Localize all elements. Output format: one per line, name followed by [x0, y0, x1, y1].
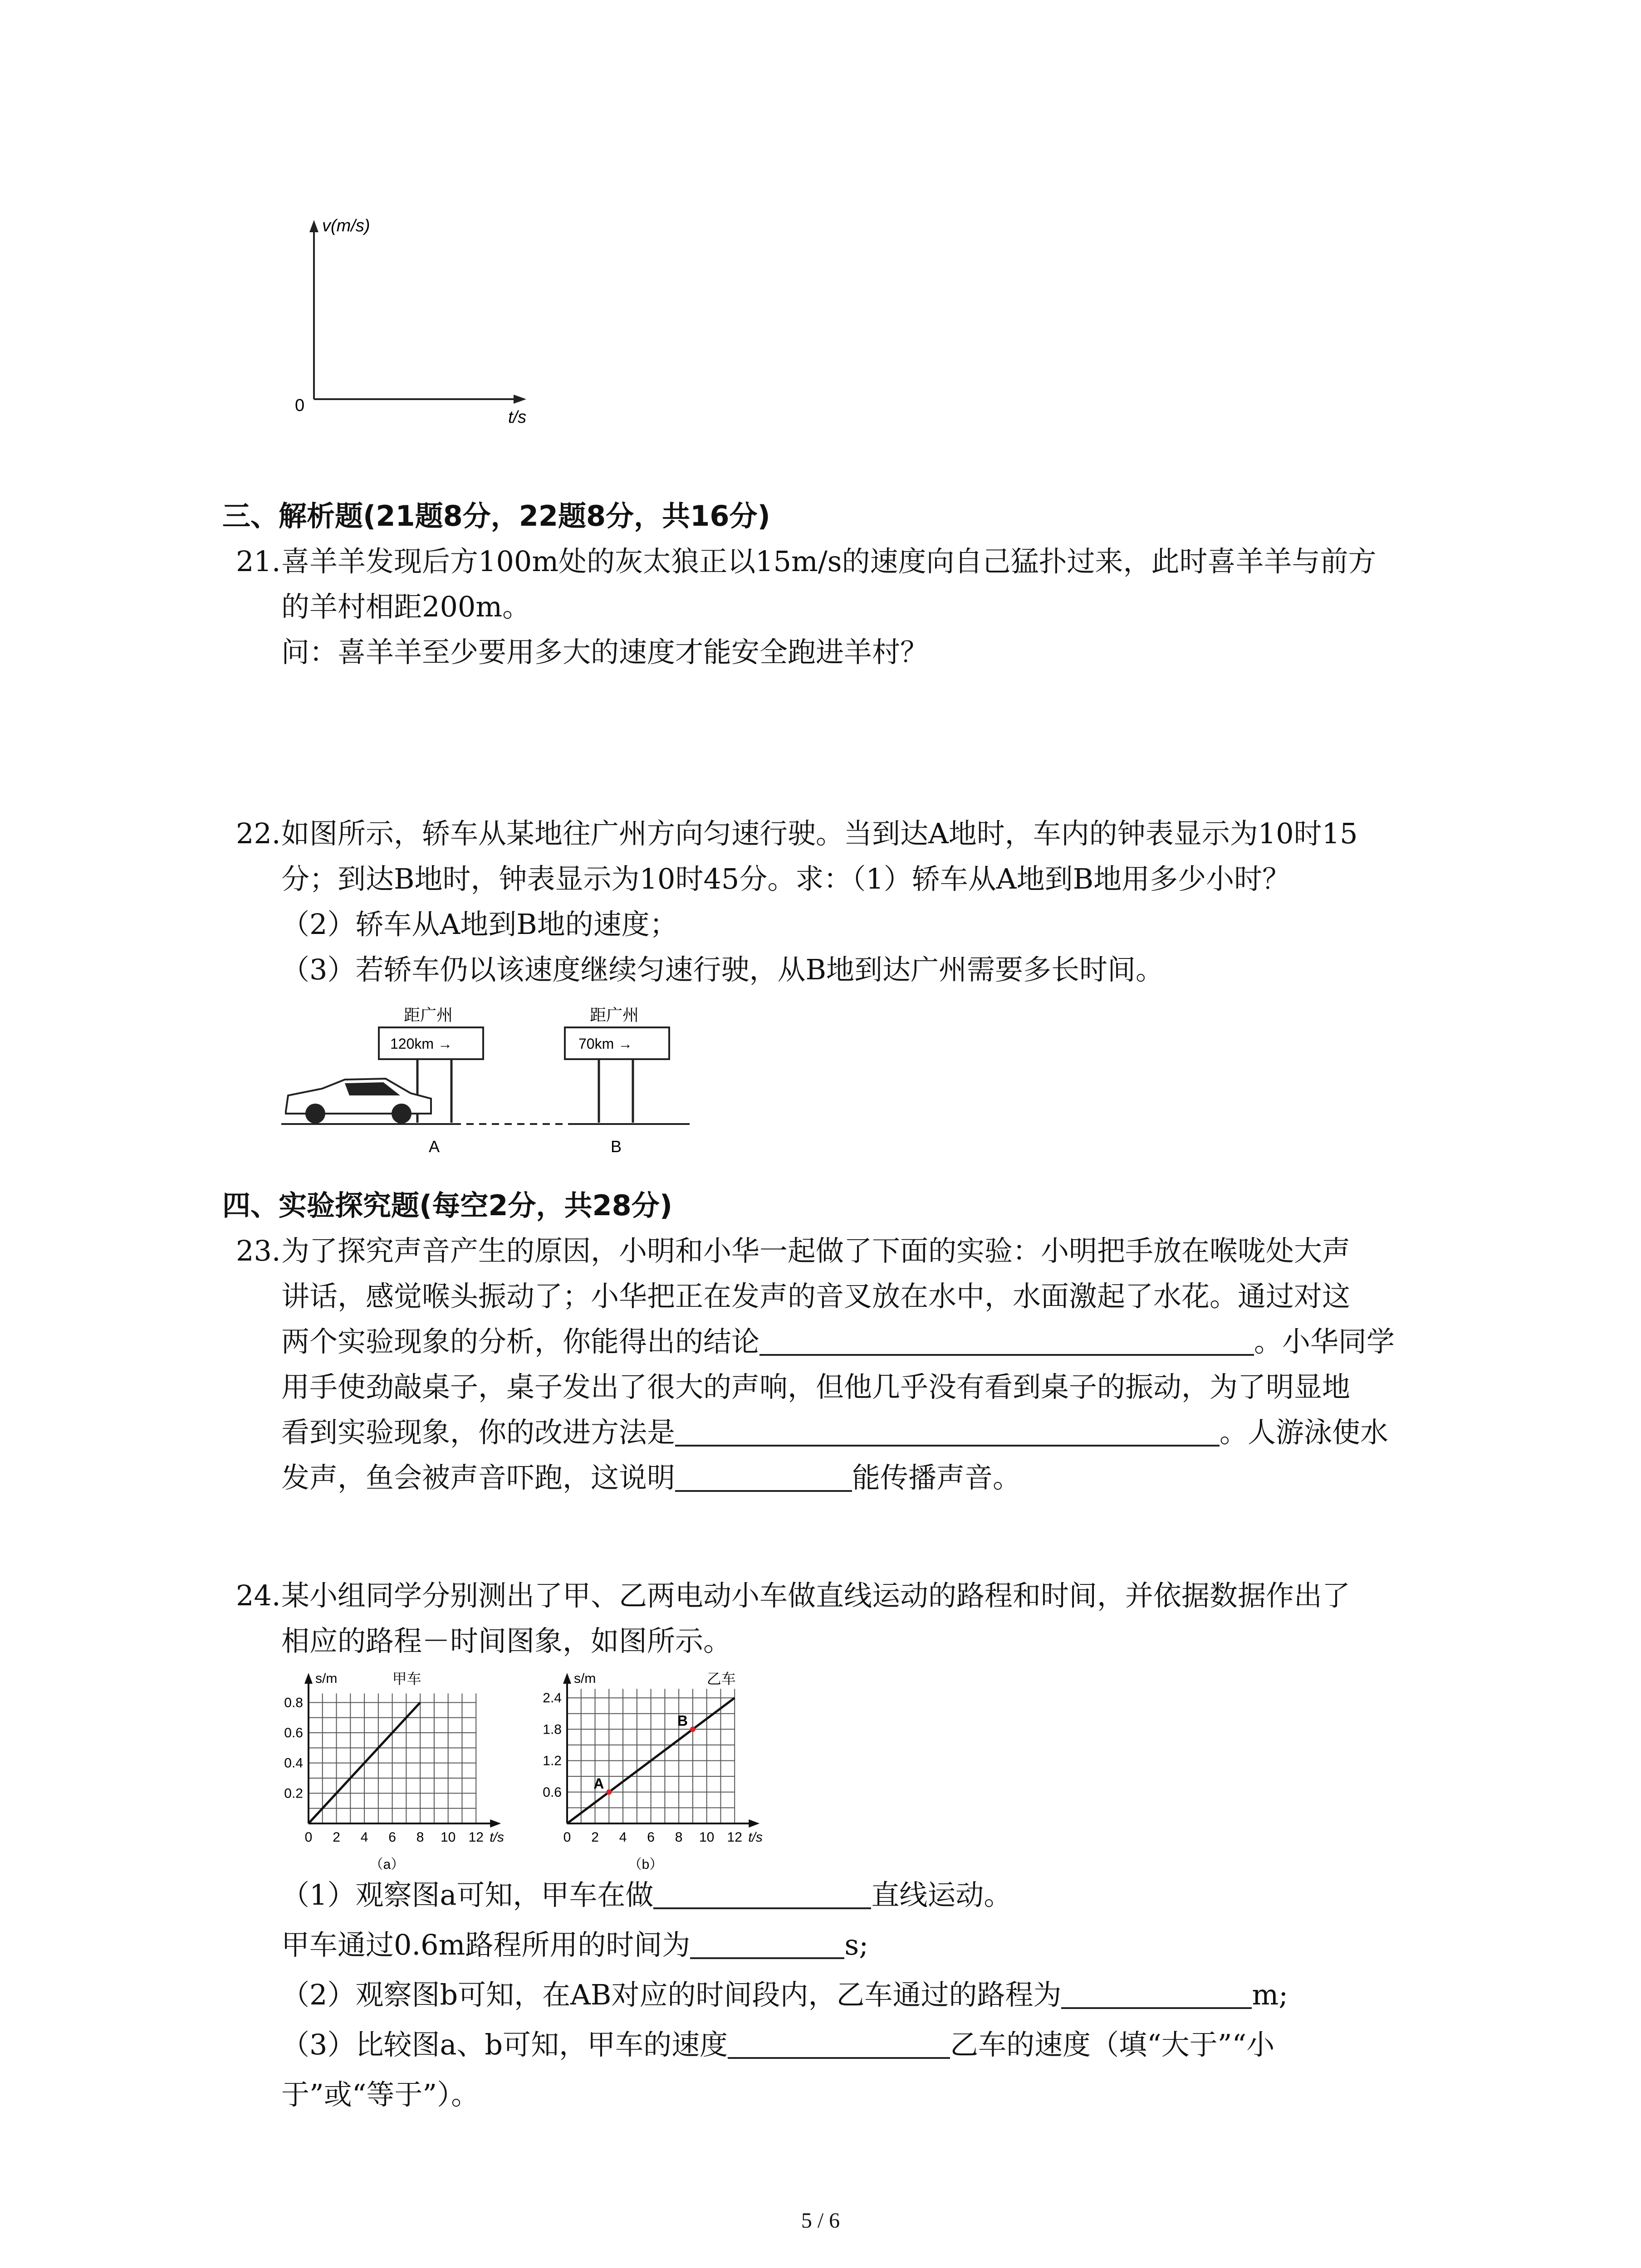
x-tick-label: 2 [591, 1830, 599, 1845]
q23-line1 [236, 1233, 1350, 1269]
y-axis-arrow [304, 1673, 313, 1684]
q23-blank-medium[interactable] [675, 1462, 852, 1492]
q23-number: 23. [236, 1234, 281, 1267]
q23-line4: 用手使劲敲桌子，桌子发出了很大的声响，但他几乎没有看到桌子的振动，为了明显地 [281, 1370, 1351, 1403]
y-axis-label: s/m [574, 1671, 596, 1686]
x-axis-label: t/s [490, 1830, 504, 1845]
section-3-title: 三、解析题(21题8分，22题8分，共16分) [222, 499, 770, 533]
q22-number: 22. [236, 817, 281, 850]
q24-text-1: 某小组同学分别测出了甲、乙两电动小车做直线运动的路程和时间，并依据数据作出了 [281, 1579, 1351, 1612]
y-tick-label: 0.6 [284, 1725, 303, 1740]
chart-title: 乙车 [706, 1671, 736, 1687]
q24-p2 [281, 1927, 868, 1963]
q22-text-1: 如图所示，轿车从某地往广州方向匀速行驶。当到达A地时，车内的钟表显示为10时15 [281, 817, 1358, 850]
q24-blank-time[interactable] [690, 1929, 844, 1959]
x-tick-label: 8 [416, 1830, 424, 1845]
q23-line2: 讲话，感觉喉头振动了；小华把正在发声的音叉放在水中，水面激起了水花。通过对这 [281, 1280, 1351, 1313]
vt-origin: 0 [295, 396, 305, 415]
q21-line3: 问：喜羊羊至少要用多大的速度才能安全跑进羊村？ [281, 635, 929, 669]
q22-line3: （2）轿车从A地到B地的速度； [281, 908, 678, 941]
y-axis-arrow [563, 1673, 571, 1684]
vt-y-arrow [309, 220, 318, 232]
q22-line1 [236, 816, 1358, 852]
sign-a-title: 距广州 [404, 1006, 453, 1024]
x-tick-label: 8 [675, 1830, 683, 1845]
x-axis-arrow [490, 1819, 501, 1828]
y-tick-label: 0.8 [284, 1695, 303, 1711]
q23-line5 [281, 1414, 1388, 1451]
y-tick-label: 1.2 [543, 1753, 562, 1769]
point-b [690, 1726, 696, 1732]
sign-a-value: 120km → [390, 1036, 452, 1052]
q24-text-p2a: 甲车通过0.6m路程所用的时间为 [281, 1928, 691, 1961]
x-tick-label: 0 [304, 1830, 313, 1845]
x-tick-label: 10 [441, 1830, 456, 1845]
y-tick-label: 2.4 [543, 1691, 562, 1706]
section-4-title: 四、实验探究题(每空2分，共28分) [222, 1189, 673, 1222]
q22-line4: （3）若轿车仍以该速度继续匀速行驶，从B地到达广州需要多长时间。 [281, 953, 1164, 986]
x-axis-label: t/s [748, 1830, 763, 1845]
x-tick-label: 4 [619, 1830, 627, 1845]
y-tick-label: 0.6 [543, 1784, 562, 1800]
point-label-a: A [593, 1775, 604, 1792]
x-tick-label: 6 [388, 1830, 396, 1845]
q21-text-1: 喜羊羊发现后方100m处的灰太狼正以15m/s的速度向自己猛扑过来，此时喜羊羊与前方 [281, 545, 1376, 578]
x-tick-label: 12 [727, 1830, 742, 1845]
q24-p3 [281, 1977, 1288, 2013]
q21-line1 [236, 543, 1376, 580]
x-axis-arrow [749, 1819, 759, 1828]
q24-p1 [281, 1877, 1012, 1913]
car [286, 1079, 431, 1124]
chart-b [531, 1669, 785, 1882]
q24-text-p1b: 直线运动。 [871, 1878, 1012, 1911]
q24-text-p3a: （2）观察图b可知，在AB对应的时间段内，乙车通过的路程为 [281, 1978, 1062, 2011]
q23-line6 [281, 1460, 1021, 1496]
q23-text-6b: 能传播声音。 [852, 1461, 1021, 1494]
q23-text-6a: 发声，鱼会被声音吓跑，这说明 [281, 1461, 676, 1494]
q24-text-p4b: 乙车的速度（填“大于”“小 [950, 2028, 1275, 2061]
y-tick-label: 0.2 [284, 1786, 303, 1801]
point-label-b: B [677, 1712, 688, 1729]
label-a: A [429, 1137, 440, 1156]
q23-text-3b: 。小华同学 [1254, 1325, 1395, 1358]
x-tick-label: 12 [468, 1830, 484, 1845]
q24-text-p1a: （1）观察图a可知，甲车在做 [281, 1878, 654, 1911]
q23-blank-conclusion[interactable] [759, 1326, 1254, 1356]
sign-b-title: 距广州 [590, 1006, 639, 1024]
vt-graph [281, 213, 544, 426]
q23-text-5b: 。人游泳使水 [1220, 1416, 1389, 1449]
q24-p5: 于”或“等于”）。 [281, 2078, 480, 2111]
q24-blank-motion[interactable] [653, 1879, 871, 1909]
q21-number: 21. [236, 545, 281, 578]
x-tick-label: 0 [563, 1830, 571, 1845]
q23-text-3a: 两个实验现象的分析，你能得出的结论 [281, 1325, 760, 1358]
q24-p4 [281, 2027, 1274, 2063]
y-axis-label: s/m [315, 1671, 338, 1686]
page-number: 5 / 6 [801, 2209, 840, 2233]
q24-text-p2b: s; [844, 1928, 869, 1961]
q23-text-5a: 看到实验现象，你的改进方法是 [281, 1416, 676, 1449]
q24-line2: 相应的路程－时间图象，如图所示。 [281, 1624, 732, 1657]
chart-a [272, 1669, 526, 1882]
q23-text-1: 为了探究声音产生的原因，小明和小华一起做了下面的实验：小明把手放在喉咙处大声 [281, 1234, 1351, 1267]
x-tick-label: 2 [333, 1830, 340, 1845]
q22-figure [281, 1002, 735, 1166]
sign-b-value: 70km → [578, 1036, 633, 1052]
vt-ylabel: v(m/s) [322, 216, 370, 235]
q24-number: 24. [236, 1579, 281, 1612]
chart-caption: （a） [369, 1857, 405, 1872]
vt-xlabel: t/s [508, 408, 527, 426]
point-a [606, 1789, 612, 1795]
vt-x-arrow [514, 395, 526, 404]
chart-caption: （b） [628, 1857, 663, 1872]
label-b: B [611, 1137, 622, 1156]
q24-text-p4a: （3）比较图a、b可知，甲车的速度 [281, 2028, 728, 2061]
q24-line1 [236, 1578, 1350, 1614]
q23-line3 [281, 1324, 1395, 1360]
x-tick-label: 6 [647, 1830, 655, 1845]
y-tick-label: 1.8 [543, 1722, 562, 1737]
q23-blank-method[interactable] [675, 1417, 1220, 1447]
q21-line2: 的羊村相距200m。 [281, 590, 531, 623]
x-tick-label: 10 [699, 1830, 715, 1845]
q22-line2: 分；到达B地时，钟表显示为10时45分。求：（1）轿车从A地到B地用多少小时？ [281, 862, 1291, 895]
x-tick-label: 4 [360, 1830, 368, 1845]
y-tick-label: 0.4 [284, 1755, 303, 1771]
q24-blank-distance[interactable] [1061, 1979, 1252, 2009]
q24-text-p3b: m; [1252, 1978, 1288, 2011]
chart-title: 甲车 [392, 1671, 421, 1687]
q24-blank-compare[interactable] [728, 2029, 950, 2059]
